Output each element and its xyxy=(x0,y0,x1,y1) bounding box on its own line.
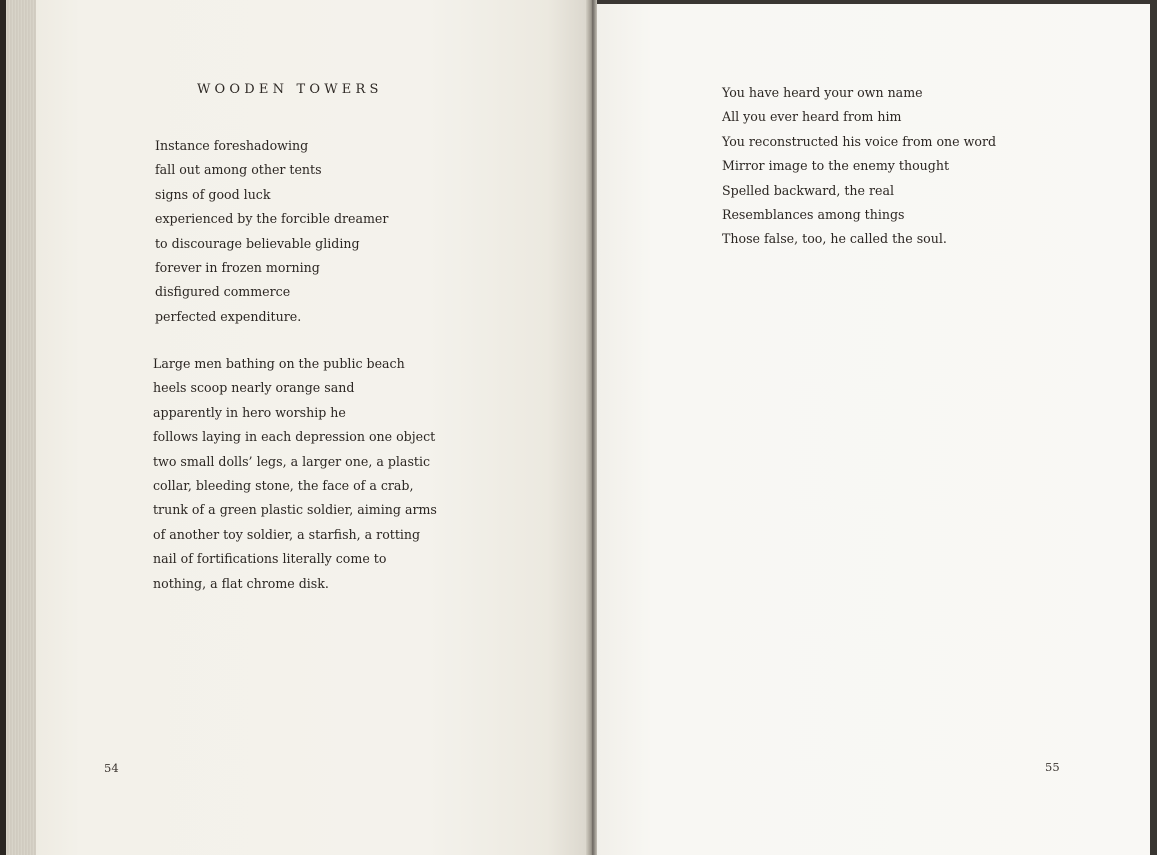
poem-line: heels scoop nearly orange sand xyxy=(153,380,355,396)
poem-line: nail of fortifications literally come to xyxy=(153,551,387,567)
background-edge-right xyxy=(1150,0,1157,855)
stanza-1 xyxy=(155,134,388,329)
poem-line: nothing, a flat chrome disk. xyxy=(153,575,329,591)
poem-line: follows laying in each depression one object xyxy=(153,429,436,445)
background-edge-top xyxy=(597,0,1157,4)
poem-line: collar, bleeding stone, the face of a crab, xyxy=(153,477,414,493)
poem-line: All you ever heard from him xyxy=(722,109,902,125)
poem-line: signs of good luck xyxy=(155,186,271,202)
poem-line: trunk of a green plastic soldier, aiming arms xyxy=(153,502,437,518)
poem-line: You have heard your own name xyxy=(722,85,923,100)
poem-line: perfected expenditure. xyxy=(155,308,302,324)
poem-line: You reconstructed his voice from one word xyxy=(722,133,997,149)
poem-line: Large men bathing on the public beach xyxy=(153,356,405,371)
stanza-2 xyxy=(153,352,437,596)
page-number-left: 54 xyxy=(104,761,119,775)
poem-title: WOODEN TOWERS xyxy=(197,82,383,97)
poem-line: experienced by the forcible dreamer xyxy=(155,211,389,227)
poem-line: to discourage believable gliding xyxy=(155,235,360,251)
poem-line: Mirror image to the enemy thought xyxy=(722,158,950,174)
poem-line: Spelled backward, the real xyxy=(722,182,894,198)
poem-line: Resemblances among things xyxy=(722,206,905,222)
poem-line: Those false, too, he called the soul. xyxy=(722,231,947,247)
poem-line: of another toy soldier, a starfish, a rotting xyxy=(153,526,421,542)
poem-line: disfigured commerce xyxy=(155,284,291,300)
page-edges xyxy=(6,0,40,855)
stanza-3 xyxy=(722,81,996,252)
poem-line: fall out among other tents xyxy=(155,162,322,178)
poem-line: apparently in hero worship he xyxy=(153,404,346,420)
poem-line: Instance foreshadowing xyxy=(155,138,309,153)
page-number-right: 55 xyxy=(1045,760,1060,774)
poem-line: two small dolls’ legs, a larger one, a plastic xyxy=(153,453,431,469)
poem-line: forever in frozen morning xyxy=(155,259,320,275)
